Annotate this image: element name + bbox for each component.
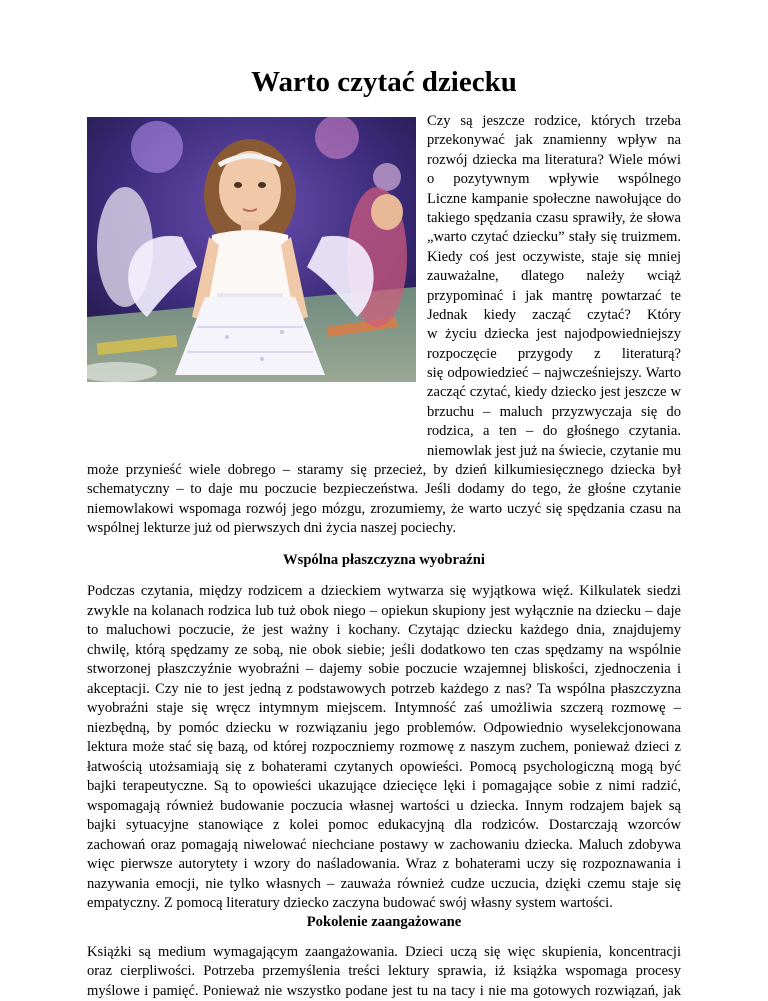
text-line: chwilę, którą spędzamy ze sobą, nie obok siebie; jeśli dodatkowo ten czas spędzamy na wspólnie: [87, 641, 681, 658]
text-line: schematyczny – to daje mu poczucie bezpieczeństwa. Jeśli dodamy do tego, że głośne czytanie: [87, 481, 681, 498]
text-line: łatwością utożsamiają się z bohaterami czytanych opowieści. Pomocą psychologiczną mogą być: [87, 758, 681, 775]
section-paragraph-engaged: [87, 943, 681, 1001]
text-line: brzuchu – maluch przyzwyczaja się do: [427, 403, 681, 420]
text-line: wspólnej lekturze już od pierwszych dni życia naszej pociechy.: [87, 520, 457, 537]
intro-paragraph-right: [427, 112, 681, 461]
text-line: stworzonej płaszczyźnie wyobraźni – dajemy sobie poczucie wzajemnej bliskości, zjednoczenia i: [87, 661, 681, 677]
section-heading-imagination: Wspólna płaszczyzna wyobraźni: [283, 552, 485, 568]
text-line: to maluchowi poczucie, że jest ważny i kochany. Czytając dziecku każdego dnia, znajdujemy: [87, 622, 681, 638]
text-line: Podczas czytania, między rodzicem a dzieckiem wytwarza się wyjątkowa więź. Kilkulatek siedzi: [87, 583, 681, 599]
text-line: wyobraźni staje się wręcz intymnym miejscem. Intymność zaś umożliwia szczerą rozmowę –: [87, 700, 681, 716]
text-line: bajki terapeutyczne. Są to opowieści ukazujące dziecięce lęki i pomagające sobie z nimi radzić,: [87, 778, 681, 794]
text-line: Książki są medium wymagającym zaangażowania. Dzieci uczą się więc skupienia, koncentracji: [87, 944, 681, 960]
text-line: rodzica, a ten – do głośnego czytania.: [427, 423, 681, 440]
text-line: się odpowiedzieć – najwcześniejszy. Warto: [427, 365, 681, 382]
text-line: zacząć czytać, kiedy dziecko jest jeszcze w: [427, 384, 681, 401]
text-line: o pozytywnym wpływie wspólnego: [427, 171, 681, 188]
text-line: zwykle na kolanach rodzica lub tuż obok niego – opiekun skupiony jest wyłącznie na dziecku – daje: [87, 602, 681, 619]
text-line: przypominać i jak mantrę powtarzać te: [427, 287, 681, 304]
text-line: Czy są jeszcze rodzice, których trzeba: [427, 113, 681, 129]
text-line: rozwój dziecka ma literatura? Wiele mówi: [427, 151, 681, 168]
text-line: bajki sytuacyjne stanowiące z kolei pomoc edukacyjną dla rodziców. Dostarczają wzorców: [87, 817, 681, 833]
text-line: zachowań oraz pomagają niwelować niechciane postawy w zachowaniu dziecka. Maluch zdobywa: [87, 836, 681, 853]
text-line: oraz cierpliwości. Potrzeba przemyślenia treści lektury sprawia, iż książka wspomaga procesy: [87, 963, 681, 980]
text-line: wspomagają również budowanie poczucia własnej wartości u dziecka. Innym rodzajem bajek są: [87, 797, 681, 814]
text-line: Kiedy coś jest oczywiste, staje się mniej: [427, 248, 681, 265]
text-line: niezbędną, by pomóc dziecku w rozwiązaniu jego problemów. Odpowiednio wyselekcjonowana: [87, 719, 681, 736]
text-line: niemowlakowi wspomaga rozwój jego mózgu, zrozumiemy, że warto uczyć się spędzania czasu na: [87, 500, 681, 517]
text-line: więc pierwsze autorytety i wzory do naśladowania. Wraz z bohaterami uczy się rozpoznawania i: [87, 856, 681, 872]
text-line: takiego spędzania czasu sprawiły, że słowa: [427, 209, 681, 226]
text-line: akceptacji. Czy nie to jest jedną z podstawowych potrzeb każdego z nas? Ta wspólna płaszczyzna: [87, 680, 681, 697]
section-paragraph-imagination: [87, 582, 681, 914]
section-heading-engaged: Pokolenie zaangażowane: [306, 914, 462, 930]
text-line: może przynieść wiele dobrego – staramy się przecież, by dzień kilkumiesięcznego dziecka był: [87, 462, 681, 478]
text-line: Liczne kampanie społeczne nawołujące do: [427, 190, 681, 207]
text-line: nazywania emocji, nie tylko własnych – zauważa również cudze uczucia, dzięki czemu staje się: [87, 875, 681, 892]
text-line: rozpoczęcie przygody z literaturą?: [427, 345, 681, 362]
text-line: Jednak kiedy zacząć czytać? Który: [427, 306, 681, 323]
text-line: empatyczny. Z pomocą literatury dziecko zaczyna budować swój własny system wartości.: [87, 895, 613, 911]
text-line: „warto czytać dziecku” stały się truizmem.: [427, 229, 681, 246]
document-title: Warto czytać dziecku: [251, 66, 517, 98]
text-line: lektura może stać się bazą, od której rozpoczniemy rozmowę z naszym zuchem, ponieważ dzieci z: [87, 739, 681, 755]
text-line: myślowe i pamięć. Ponieważ nie wszystko podane jest tu na tacy i nie ma gotowych rozwiązań, jak: [87, 982, 681, 999]
intro-paragraph-full: [87, 461, 681, 539]
child-photo: [87, 117, 416, 382]
text-line: w życiu dziecka jest najodpowiedniejszy: [427, 326, 681, 343]
text-line: niemowlak jest już na świecie, czytanie mu: [427, 442, 681, 459]
text-line: przekonywać jak znamienny wpływ na: [427, 132, 681, 149]
text-line: zauważalne, dlatego należy wciąż: [427, 268, 681, 285]
